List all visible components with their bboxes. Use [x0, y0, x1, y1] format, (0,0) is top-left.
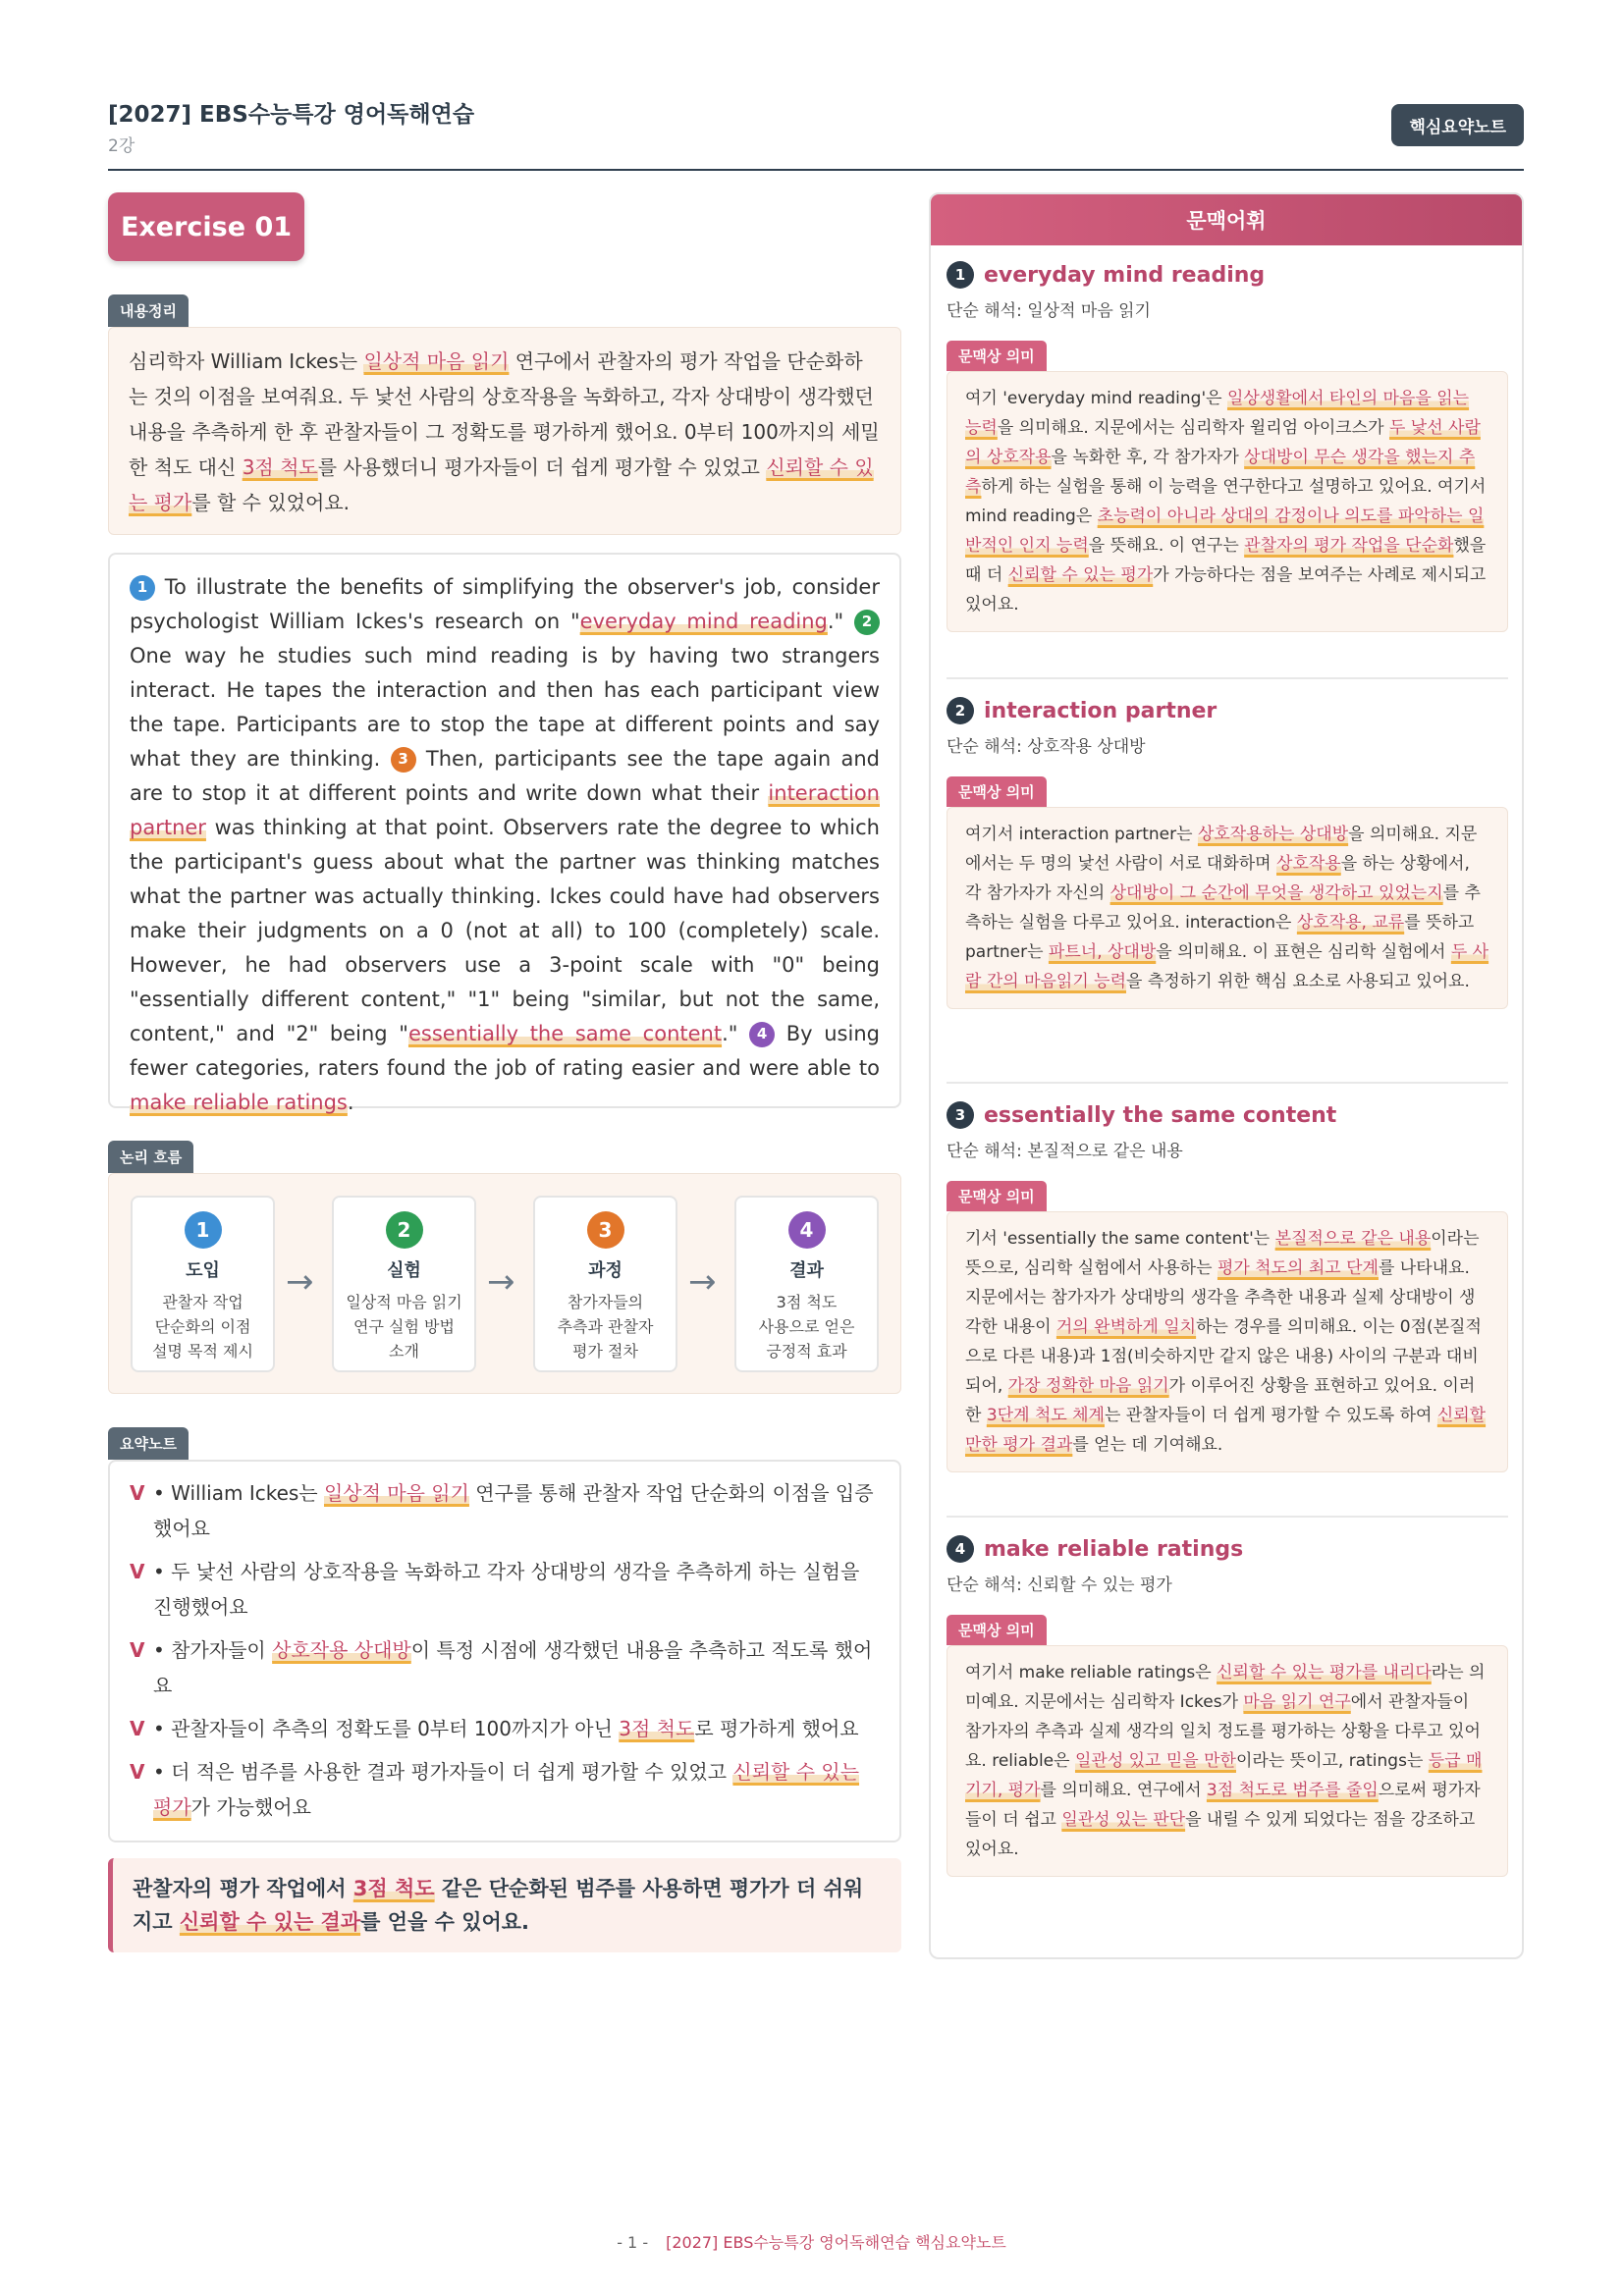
conclusion-text: 를 얻을 수 있어요.: [360, 1910, 530, 1934]
highlight: 본질적으로 같은 내용: [1274, 1229, 1432, 1249]
note-text: 이 특정 시점에 생각했던 내용을 추측하고 적도록 했어요: [153, 1638, 873, 1697]
highlight: 마음 읽기 연구: [1243, 1692, 1351, 1712]
highlight: everyday mind reading: [579, 610, 828, 633]
step-number: 1: [185, 1211, 222, 1249]
passage-text: By using fewer categories, raters found the job of rating easier and were able to: [130, 1022, 880, 1080]
sentence-number-4: 4: [749, 1022, 775, 1047]
ctx-text: 을 측정하기 위한 핵심 요소로 사용되고 있어요.: [1126, 972, 1470, 991]
check-mark-icon: V: [130, 1717, 145, 1740]
vocab-number: 4: [947, 1535, 974, 1563]
highlight: 상호작용 상대방: [272, 1638, 411, 1662]
highlight: make reliable ratings: [130, 1091, 348, 1114]
note-item: [130, 1754, 880, 1825]
ctx-text: 하게 하는 실험을 통해 이 능력을 연구한다고 설명하고 있어요. 여기서 mind reading은: [965, 477, 1487, 526]
highlight: 상대방이 무슨 생각을 했는지 추측: [965, 448, 1476, 497]
vocab-term-text: everyday mind reading: [984, 262, 1266, 288]
note-text: • 참가자들이: [153, 1638, 273, 1662]
check-mark-icon: V: [130, 1638, 145, 1662]
conclusion-text: 관찰자의 평가 작업에서: [133, 1877, 353, 1900]
summary-label: 내용정리: [108, 294, 189, 327]
context-vocabulary-panel: [929, 192, 1524, 1959]
ctx-text: 가 이루어진 상황을 표현하고 있어요. 이러한: [965, 1376, 1476, 1425]
highlight: 3단계 척도 체계: [986, 1406, 1105, 1425]
ctx-text: 를 얻는 데 기여해요.: [1072, 1435, 1223, 1455]
check-mark-icon: V: [130, 1560, 145, 1583]
vocab-item: [947, 1101, 1508, 1472]
context-meaning-box: [947, 1645, 1508, 1877]
summary-text: 를 할 수 있었어요.: [191, 491, 350, 514]
note-type-badge: 핵심요약노트: [1391, 104, 1524, 146]
context-meaning-box: [947, 807, 1508, 1009]
vocab-panel-title: 문맥어휘: [931, 194, 1522, 245]
flow-step: [332, 1196, 476, 1372]
arrow-right-icon: →: [688, 1262, 717, 1302]
vocab-item: [947, 1535, 1508, 1877]
highlight: 일상생활에서 타인의 마음을 읽는 능력: [965, 389, 1470, 438]
highlight: 3점 척도: [619, 1717, 695, 1740]
context-meaning-label: 문맥상 의미: [947, 776, 1047, 807]
note-text: • 더 적은 범주를 사용한 결과 평가자들이 더 쉽게 평가할 수 있었고: [153, 1760, 733, 1784]
highlight: 3점 척도: [352, 1877, 435, 1900]
check-mark-icon: V: [130, 1481, 145, 1505]
ctx-text: 를 의미해요. 연구에서: [1040, 1781, 1207, 1800]
step-number: 3: [587, 1211, 624, 1249]
ctx-text: 이라는 뜻이고, ratings는: [1235, 1751, 1429, 1771]
highlight: 일상적 마음 읽기: [323, 1481, 469, 1505]
note-item: [130, 1632, 880, 1703]
passage-text: was thinking at that point. Observers rate the degree to which the participant's guess about what the partner was thinking matches what the partner was actually thinking. Ickes could have had observers make their judgments on a 0 (not at all) to 100 (completely) scale. However, he had observers use a 3-point scale with "0" being "essentially different content," "1" being "similar, but not the same, content," and "2" being ": [130, 816, 880, 1045]
highlight: 가장 정확한 마음 읽기: [1007, 1376, 1169, 1396]
vocab-simple-meaning: 단순 해석: 본질적으로 같은 내용: [947, 1142, 1183, 1161]
note-item: [130, 1475, 880, 1546]
vocab-simple-meaning: 단순 해석: 일상적 마음 읽기: [947, 301, 1151, 321]
ctx-text: 여기 'everyday mind reading'은: [965, 389, 1227, 408]
highlight: 평가 척도의 최고 단계: [1217, 1258, 1379, 1278]
vocab-simple-meaning: 단순 해석: 신뢰할 수 있는 평가: [947, 1575, 1172, 1595]
passage-text: .: [347, 1091, 354, 1114]
highlight: 상대방이 그 순간에 무엇을 생각하고 있었는지: [1109, 883, 1443, 903]
flow-step: [131, 1196, 275, 1372]
ctx-text: 하는 경우를 의미해요. 이는 0점(본질적으로 다른 내용)과 1점(비슷하지만 같지 않은 내용) 사이의 구분과 대비되어,: [965, 1317, 1482, 1396]
vocab-term: [947, 697, 1508, 724]
arrow-right-icon: →: [286, 1262, 314, 1302]
highlight: 신뢰할 만한 평가 결과: [965, 1406, 1487, 1455]
highlight: 3점 척도: [242, 455, 318, 479]
passage-text: Then, participants see the tape again and are to stop it at different points and write down what their: [130, 747, 881, 805]
summary-box: [108, 327, 901, 535]
highlight: 거의 완벽하게 일치: [1055, 1317, 1197, 1337]
ctx-text: 는 관찰자들이 더 쉽게 평가할 수 있도록 하여: [1104, 1406, 1437, 1425]
ctx-text: 에서 관찰자들이 참가자의 추측과 실제 생각의 일치 정도를 평가하는 상황을 다루고 있어요. reliable은: [965, 1692, 1481, 1771]
vocab-term: [947, 1535, 1508, 1563]
step-description: 3점 척도 사용으로 얻은 긍정적 효과: [758, 1293, 855, 1361]
ctx-text: 을 의미해요. 지문에서는 두 명의 낯선 사람이 서로 대화하며: [965, 825, 1478, 874]
vocab-term-text: interaction partner: [984, 698, 1217, 723]
highlight: 상호작용, 교류: [1296, 913, 1405, 933]
ctx-text: 기서 'essentially the same content'는: [965, 1229, 1275, 1249]
arrow-right-icon: →: [487, 1262, 515, 1302]
sentence-number-3: 3: [391, 747, 416, 773]
ctx-text: 을 내릴 수 있게 되었다는 점을 강조하고 있어요.: [965, 1810, 1476, 1859]
document-header: [108, 90, 1524, 171]
passage-text: To illustrate the benefits of simplifying the observer's job, consider psychologist William Ickes's research on ": [130, 575, 880, 633]
ctx-text: 을 뜻해요. 이 연구는: [1088, 536, 1245, 556]
highlight: 파트너, 상대방: [1048, 942, 1157, 962]
ctx-text: 라는 의미예요. 지문에서는 심리학자 Ickes가: [965, 1663, 1486, 1712]
highlight: 등급 매기기, 평가: [965, 1751, 1483, 1800]
highlight: 상호작용: [1276, 854, 1341, 874]
page-footer: [0, 2230, 1623, 2253]
context-meaning-label: 문맥상 의미: [947, 1181, 1047, 1211]
step-title: 결과: [789, 1260, 824, 1281]
exercise-tag: Exercise 01: [108, 192, 304, 261]
ctx-text: 를 뜻하고 partner는: [965, 913, 1475, 962]
sentence-number-2: 2: [854, 610, 880, 635]
ctx-text: 을 하는 상황에서, 각 참가자가 자신의: [965, 854, 1470, 903]
passage-box: [108, 553, 901, 1114]
vocab-item: [947, 261, 1508, 632]
summary-notes: [108, 1460, 901, 1842]
note-text: • 관찰자들이 추측의 정확도를 0부터 100까지가 아닌: [153, 1717, 620, 1740]
highlight: 신뢰할 수 있는 결과: [179, 1910, 361, 1934]
highlight: essentially the same content: [407, 1022, 723, 1045]
highlight: 신뢰할 수 있는 평가: [129, 455, 874, 514]
vocab-term-text: essentially the same content: [984, 1102, 1337, 1128]
divider: [947, 1516, 1508, 1518]
note-item: [130, 1554, 880, 1625]
summary-text: 심리학자 William Ickes는: [129, 349, 364, 373]
highlight: 신뢰할 수 있는 평가를 내리다: [1217, 1663, 1432, 1682]
sentence-number-1: 1: [130, 575, 155, 601]
passage-text: .": [827, 610, 854, 633]
highlight: 3점 척도로 범주를 줄임: [1206, 1781, 1379, 1800]
vocab-simple-meaning: 단순 해석: 상호작용 상대방: [947, 737, 1146, 757]
highlight: 일상적 마음 읽기: [363, 349, 510, 373]
highlight: interaction partner: [130, 781, 880, 839]
highlight: 관찰자의 평가 작업을 단순화: [1244, 536, 1454, 556]
note-text: 연구를 통해 관찰자 작업 단순화의 이점을 입증했어요: [153, 1481, 874, 1540]
highlight: 일관성 있고 믿을 만한: [1074, 1751, 1236, 1771]
ctx-text: 여기서 interaction partner는: [965, 825, 1198, 844]
footer-title: [2027] EBS수능특강 영어독해연습 핵심요약노트: [666, 2233, 1006, 2252]
ctx-text: 를 추측하는 실험을 다루고 있어요. interaction은: [965, 883, 1481, 933]
note-item: [130, 1711, 880, 1746]
vocab-number: 1: [947, 261, 974, 289]
conclusion-text: 같은 단순화된 범주를 사용하면 평가가 더 쉬워지고: [133, 1877, 864, 1934]
step-description: 일상적 마음 읽기 연구 실험 방법 소개: [346, 1293, 462, 1361]
note-text: • 두 낯선 사람의 상호작용을 녹화하고 각자 상대방의 생각을 추측하게 하는 실험을 진행했어요: [153, 1560, 860, 1619]
note-text: • William Ickes는: [153, 1481, 324, 1505]
summary-text: 를 사용했더니 평가자들이 더 쉽게 평가할 수 있었고: [317, 455, 767, 479]
context-meaning-box: [947, 1211, 1508, 1472]
highlight: 상호작용하는 상대방: [1197, 825, 1349, 844]
passage-text: .": [722, 1022, 750, 1045]
ctx-text: 을 의미해요. 지문에서는 심리학자 윌리엄 아이크스가: [997, 418, 1389, 438]
note-text: 가 가능했어요: [190, 1795, 311, 1819]
logic-flow: [108, 1173, 901, 1394]
vocab-number: 3: [947, 1101, 974, 1129]
highlight: 신뢰할 수 있는 평가: [153, 1760, 860, 1819]
ctx-text: 이라는 뜻으로, 심리학 실험에서 사용하는: [965, 1229, 1480, 1278]
step-description: 참가자들의 추측과 관찰자 평가 절차: [557, 1293, 654, 1361]
highlight: 초능력이 아니라 상대의 감정이나 의도를 파악하는 일반적인 인지 능력: [965, 507, 1485, 556]
step-title: 도입: [186, 1260, 220, 1281]
ctx-text: 를 나타내요. 지문에서는 참가자가 상대방의 생각을 추측한 내용과 실제 상대방이 생각한 내용이: [965, 1258, 1476, 1337]
flow-step: [533, 1196, 677, 1372]
note-text: 로 평가하게 했어요: [694, 1717, 859, 1740]
step-description: 관찰자 작업 단순화의 이점 설명 목적 제시: [152, 1293, 253, 1361]
highlight: 신뢰할 수 있는 평가: [1007, 565, 1154, 585]
ctx-text: 가 가능하다는 점을 보여주는 사례로 제시되고 있어요.: [965, 565, 1487, 614]
vocab-term: [947, 1101, 1508, 1129]
ctx-text: 을 의미해요. 이 표현은 심리학 실험에서: [1156, 942, 1451, 962]
step-title: 과정: [588, 1260, 622, 1281]
step-number: 4: [788, 1211, 826, 1249]
highlight: 두 사람 간의 마음읽기 능력: [965, 942, 1489, 991]
document-title: [2027] EBS수능특강 영어독해연습: [108, 102, 475, 128]
vocab-term-text: make reliable ratings: [984, 1536, 1244, 1562]
ctx-text: 했을 때 더: [965, 536, 1487, 585]
highlight: 두 낯선 사람의 상호작용: [965, 418, 1481, 467]
lesson-number: 2강: [108, 136, 135, 156]
vocab-item: [947, 697, 1508, 1009]
step-number: 2: [386, 1211, 423, 1249]
page-number: - 1 -: [617, 2233, 649, 2252]
ctx-text: 으로써 평가자들이 더 쉽고: [965, 1781, 1481, 1830]
vocab-number: 2: [947, 697, 974, 724]
flow-label: 논리 흐름: [108, 1141, 193, 1173]
step-title: 실험: [387, 1260, 421, 1281]
context-meaning-label: 문맥상 의미: [947, 1615, 1047, 1645]
context-meaning-label: 문맥상 의미: [947, 341, 1047, 371]
notes-label: 요약노트: [108, 1427, 189, 1460]
context-meaning-box: [947, 371, 1508, 632]
vocab-term: [947, 261, 1508, 289]
check-mark-icon: V: [130, 1760, 145, 1784]
divider: [947, 1082, 1508, 1084]
highlight: 일관성 있는 판단: [1061, 1810, 1186, 1830]
divider: [947, 677, 1508, 679]
flow-step: [734, 1196, 879, 1372]
ctx-text: 여기서 make reliable ratings은: [965, 1663, 1217, 1682]
summary-text: 연구에서 관찰자의 평가 작업을 단순화하는 것의 이점을 보여줘요. 두 낯선 사람의 상호작용을 녹화하고, 각자 상대방이 생각했던 내용을 추측하게 한 후 관찰자들이 그 정확도를 평가하게 했어요. 0부터 100까지의 세밀한 척도 대신: [129, 349, 880, 479]
ctx-text: 을 녹화한 후, 각 참가자가: [1051, 448, 1245, 467]
passage-text: One way he studies such mind reading is by having two strangers interact. He tapes the interaction and then has each participant view the tape. Participants are to stop the tape at different points and say what they are thinking.: [130, 644, 880, 771]
conclusion-box: [108, 1858, 901, 1952]
